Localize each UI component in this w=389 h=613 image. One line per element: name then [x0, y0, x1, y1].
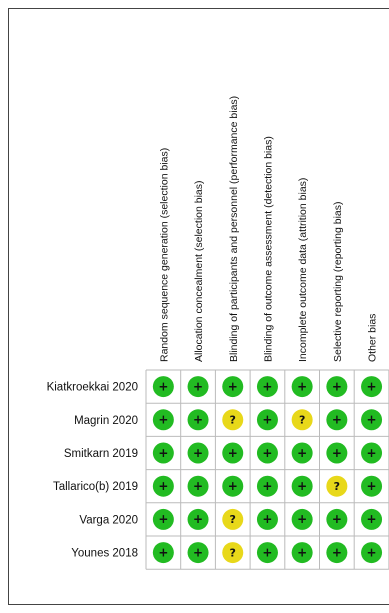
study-label: Varga 2020: [79, 514, 138, 527]
study-label: Kiatkroekkai 2020: [46, 381, 138, 394]
rating-low-symbol: +: [262, 379, 273, 394]
rating-low-symbol: +: [331, 512, 342, 527]
rating-low-symbol: +: [366, 379, 377, 394]
rating-low-symbol: +: [158, 379, 169, 394]
domain-header: Random sequence generation (selection bias): [158, 147, 171, 362]
study-labels: [47, 382, 138, 560]
rating-low-symbol: +: [331, 545, 342, 560]
rating-low-symbol: +: [297, 379, 308, 394]
domain-header: Other bias: [366, 313, 379, 362]
rating-unclear-symbol: ?: [229, 513, 236, 527]
rating-unclear-symbol: ?: [229, 413, 236, 427]
rating-low-symbol: +: [158, 479, 169, 493]
study-label: Younes 2018: [71, 547, 138, 560]
study-label: Tallarico(b) 2019: [52, 481, 138, 494]
rating-low-symbol: +: [297, 545, 308, 560]
rating-low-symbol: +: [297, 445, 308, 460]
rating-low-symbol: +: [331, 412, 342, 427]
study-label: Magrin 2020: [74, 414, 138, 427]
rating-low-symbol: +: [227, 379, 238, 394]
domain-headers: [158, 96, 378, 362]
domain-header: Incomplete outcome data (attrition bias): [297, 177, 310, 362]
rating-low-symbol: +: [193, 445, 204, 460]
rating-low-symbol: +: [193, 479, 204, 493]
rating-low-symbol: +: [158, 512, 169, 527]
domain-header: Selective reporting (reporting bias): [331, 201, 344, 362]
rating-unclear-symbol: ?: [298, 413, 306, 427]
domain-header: Allocation concealment (selection bias): [193, 180, 206, 362]
rating-low-symbol: +: [331, 445, 342, 460]
rating-low-symbol: +: [262, 545, 273, 560]
rating-low-symbol: +: [262, 479, 273, 493]
table-grid: [146, 370, 389, 569]
rating-low-symbol: +: [366, 445, 377, 460]
rating-unclear-symbol: ?: [229, 546, 236, 560]
rating-low-symbol: +: [331, 379, 342, 394]
rating-low-symbol: +: [366, 479, 377, 493]
rating-low-symbol: +: [158, 545, 169, 560]
rating-low-symbol: +: [366, 545, 377, 560]
rating-low-symbol: +: [366, 512, 377, 527]
domain-header: Blinding of outcome assessment (detection bias): [262, 136, 275, 362]
rating-low-symbol: +: [297, 479, 308, 493]
rating-unclear-symbol: ?: [333, 480, 341, 493]
rating-low-symbol: +: [297, 512, 308, 527]
rating-low-symbol: +: [193, 512, 204, 527]
rating-low-symbol: +: [193, 412, 204, 427]
rating-low-symbol: +: [366, 412, 377, 427]
rating-low-symbol: +: [262, 445, 273, 460]
study-label: Smitkarn 2019: [63, 448, 138, 460]
rating-low-symbol: +: [158, 412, 169, 427]
rating-low-symbol: +: [227, 479, 238, 493]
rating-low-symbol: +: [193, 379, 204, 394]
rating-low-symbol: +: [193, 545, 204, 560]
domain-header: Blinding of participants and personnel (performance bias): [227, 95, 240, 362]
rating-low-symbol: +: [158, 445, 169, 460]
rating-low-symbol: +: [262, 412, 273, 427]
rating-low-symbol: +: [227, 445, 238, 460]
rating-low-symbol: +: [262, 512, 273, 527]
